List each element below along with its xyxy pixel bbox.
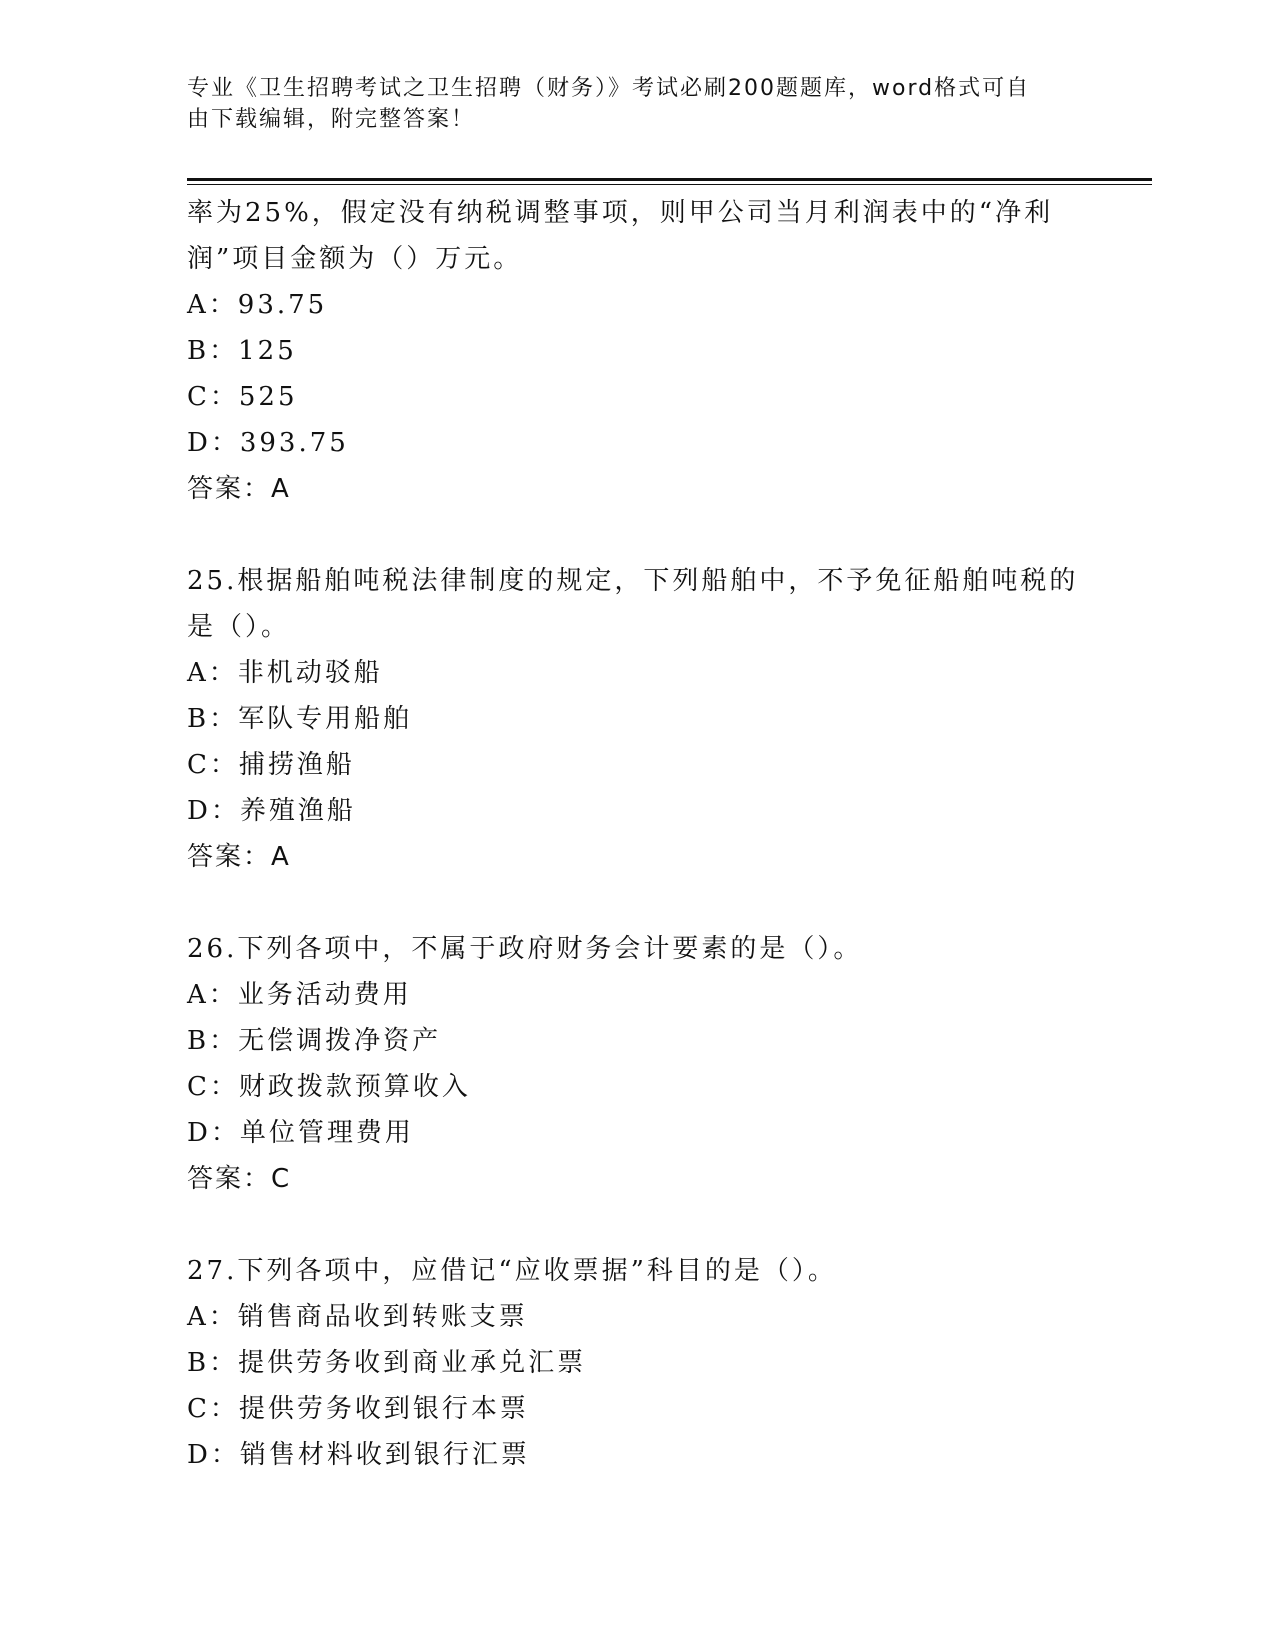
question-stem: 是（）。: [187, 612, 291, 642]
option-b: B：无偿调拨净资产: [187, 1026, 442, 1056]
question-27: [187, 1248, 1087, 1478]
answer: 答案：A: [187, 842, 291, 872]
option-c: C：财政拨款预算收入: [187, 1072, 471, 1102]
option-d: D：销售材料收到银行汇票: [187, 1440, 530, 1470]
option-a: A：非机动驳船: [187, 658, 383, 688]
question-26: [187, 926, 1087, 1202]
option-a: A：业务活动费用: [187, 980, 412, 1010]
question-stem: 26.下列各项中，不属于政府财务会计要素的是（）。: [187, 934, 863, 964]
question-stem: 27.下列各项中，应借记“应收票据”科目的是（）。: [187, 1256, 837, 1286]
question-stem: 率为25%，假定没有纳税调整事项，则甲公司当月利润表中的“净利: [187, 198, 1054, 228]
question-stem: 25.根据船舶吨税法律制度的规定，下列船舶中，不予免征船舶吨税的: [187, 566, 1079, 596]
option-d: D：393.75: [187, 428, 349, 458]
answer: 答案：C: [187, 1164, 292, 1194]
option-d: D：单位管理费用: [187, 1118, 414, 1148]
option-c: C：捕捞渔船: [187, 750, 355, 780]
option-d: D：养殖渔船: [187, 796, 356, 826]
header-line-2: 由下载编辑，附完整答案！: [187, 107, 476, 132]
option-a: A：销售商品收到转账支票: [187, 1302, 528, 1332]
header-divider-thin: [187, 184, 1152, 185]
question-stem: 润”项目金额为（）万元。: [187, 244, 523, 274]
document-header: [187, 73, 1067, 135]
spacer: [187, 1202, 1087, 1248]
option-b: B：军队专用船舶: [187, 704, 413, 734]
answer: 答案：A: [187, 474, 291, 504]
option-b: B：125: [187, 336, 297, 366]
question-list: [187, 190, 1087, 1478]
question-24: [187, 190, 1087, 512]
option-c: C：提供劳务收到银行本票: [187, 1394, 529, 1424]
option-b: B：提供劳务收到商业承兑汇票: [187, 1348, 587, 1378]
spacer: [187, 880, 1087, 926]
option-a: A：93.75: [187, 290, 328, 320]
header-line-1: 专业《卫生招聘考试之卫生招聘（财务）》考试必刷200题题库，word格式可自: [187, 76, 1031, 101]
option-c: C：525: [187, 382, 298, 412]
spacer: [187, 512, 1087, 558]
header-divider-thick: [187, 178, 1152, 181]
question-25: [187, 558, 1087, 880]
